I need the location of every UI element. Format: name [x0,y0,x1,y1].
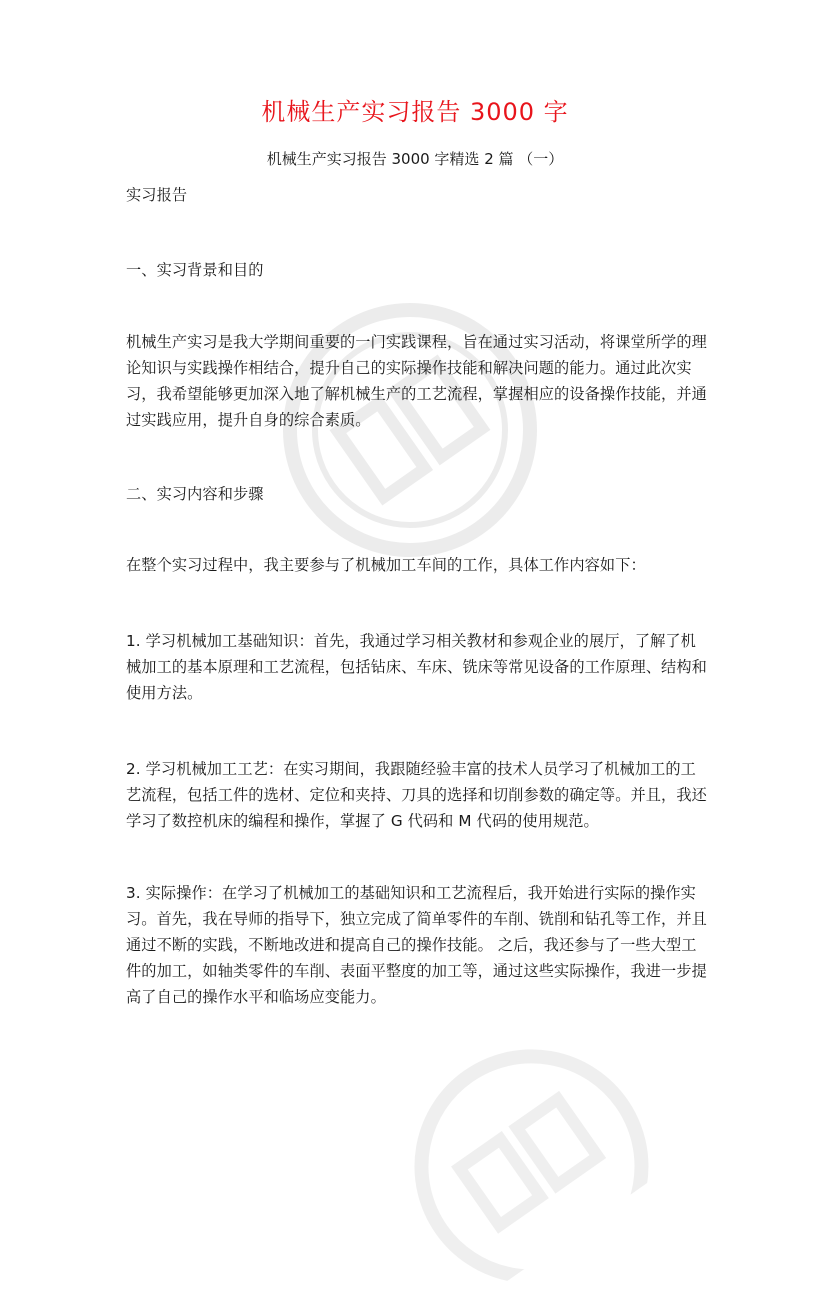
list-item: 1. 学习机械加工基础知识：首先，我通过学习相关教材和参观企业的展厅，了解了机械加工的基本原理和工艺流程，包括钻床、车床、铣床等常见设备的工作原理、结构和使用方法。 [126,632,707,702]
document-title: 机械生产实习报告 3000 字 [261,98,569,126]
list-item: 2. 学习机械加工工艺：在实习期间，我跟随经验丰富的技术人员学习了机械加工的工艺流程，包括工件的选材、定位和夹持、刀具的选择和切削参数的确定等。并且，我还学习了数控机床的编程和操作，掌握了 G 代码和 M 代码的使用规范。 [126,760,707,830]
document-subtitle: 机械生产实习报告 3000 字精选 2 篇 （一） [266,150,564,168]
watermark-logo-bottom [364,999,675,1300]
list-item: 3. 实际操作：在学习了机械加工的基础知识和工艺流程后，我开始进行实际的操作实习。首先，我在导师的指导下，独立完成了简单零件的车削、铣削和钻孔等工作，并且通过不断的实践，不断地改进和提高自己的操作技能。 之后，我还参与了一些大型工件的加工，如轴类零件的车削、表面平整度的加工等，通过这些实际操作，我进一步提高了自己的操作水平和临场应变能力。 [126,884,707,1006]
section-heading-content: 二、实习内容和步骤 [126,485,264,503]
report-label: 实习报告 [126,186,188,204]
section-paragraph-background: 机械生产实习是我大学期间重要的一门实践课程，旨在通过实习活动，将课堂所学的理论知识与实践操作相结合，提升自己的实际操作技能和解决问题的能力。通过此次实习，我希望能够更加深入地了解机械生产的工艺流程，掌握相应的设备操作技能，并通过实践应用，提升自身的综合素质。 [126,333,707,429]
section-intro-content: 在整个实习过程中，我主要参与了机械加工车间的工作，具体工作内容如下： [126,556,646,574]
section-heading-background: 一、实习背景和目的 [126,261,264,279]
